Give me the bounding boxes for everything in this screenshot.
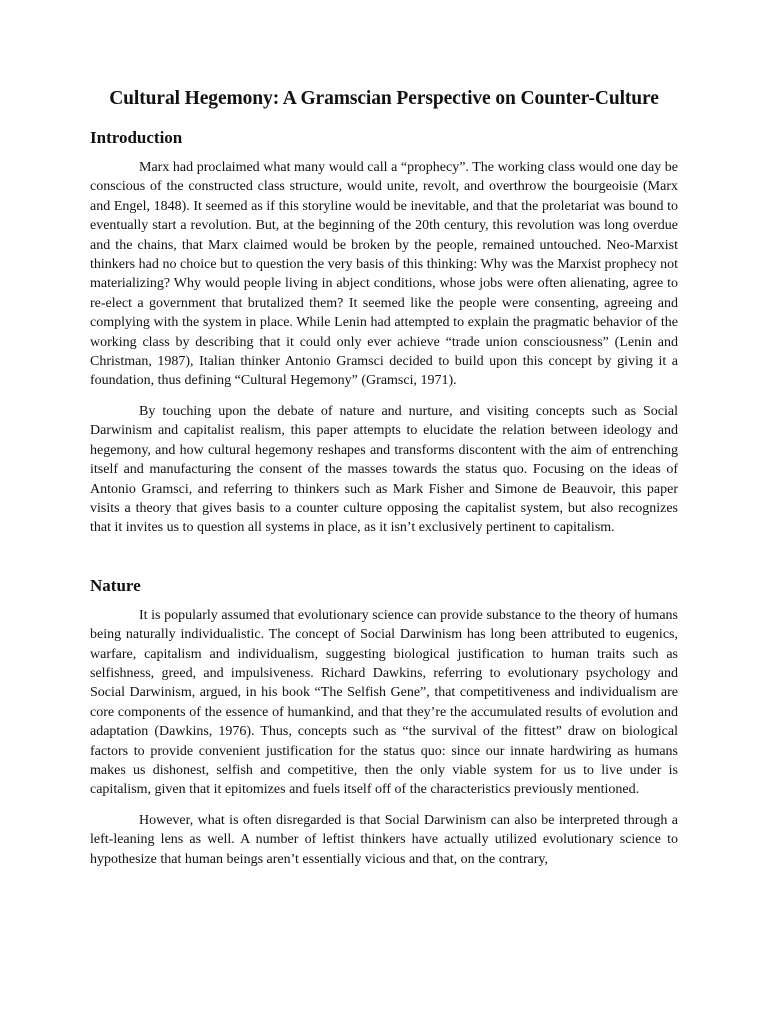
document-page — [90, 88, 678, 880]
document-title: Cultural Hegemony: A Gramscian Perspective on Counter-Culture — [109, 88, 659, 109]
paragraph-introduction-1: Marx had proclaimed what many would call a “prophecy”. The working class would one day be conscious of the constructed class structure, would unite, revolt, and overthrow the bourgeoisie (Marx and Engel, 1848). It seemed as if this storyline would be inevitable, and that the proletariat was bound to eventually start a revolution. But, at the beginning of the 20th century, this revolution was long overdue and the chains, that Marx claimed would be broken by the people, remained untouched. Neo-Marxist thinkers had no choice but to question the very basis of this thinking: Why was the Marxist prophecy not materializing? Why would people living in abject conditions, whose jobs were often alienating, agree to re-elect a government that brutalized them? It seemed like the people were consenting, agreeing and complying with the system in place. While Lenin had attempted to explain the pragmatic behavior of the working class by describing that it could only ever achieve “trade union consciousness” (Lenin and Christman, 1987), Italian thinker Antonio Gramsci decided to build upon this concept by giving it a foundation, thus defining “Cultural Hegemony” (Gramsci, 1971). — [90, 160, 678, 389]
paragraph-introduction-2: By touching upon the debate of nature and nurture, and visiting concepts such as Social Darwinism and capitalist realism, this paper attempts to elucidate the relation between ideology and hegemony, and how cultural hegemony reshapes and transforms discontent with the aim of entrenching itself and manufacturing the consent of the masses towards the status quo. Focusing on the ideas of Antonio Gramsci, and referring to thinkers such as Mark Fisher and Simone de Beauvoir, this paper visits a theory that gives basis to a counter culture opposing the capitalist system, but also recognizes that it invites us to question all systems in place, as it isn’t exclusively pertinent to capitalism. — [90, 403, 678, 536]
paragraph-nature-2: However, what is often disregarded is that Social Darwinism can also be interpreted through a left-leaning lens as well. A number of leftist thinkers have actually utilized evolutionary science to hypothesize that human beings aren’t essentially vicious and that, on the contrary, — [90, 812, 678, 867]
section-nature — [90, 576, 678, 869]
paragraph-nature-1: It is popularly assumed that evolutionary science can provide substance to the theory of humans being naturally individualistic. The concept of Social Darwinism has long been attributed to eugenics, warfare, capitalism and individualism, suggesting biological justification to human traits such as selfishness, greed, and impulsiveness. Richard Dawkins, referring to evolutionary psychology and Social Darwinism, argued, in his book “The Selfish Gene”, that competitiveness and individualism are core components of the essence of humankind, and that they’re the accumulated results of evolution and adaptation (Dawkins, 1976). Thus, concepts such as “the survival of the fittest” draw on biological factors to provide convenient justification for the status quo: since our innate hardwiring as humans makes us dishonest, selfish and competitive, then the only viable system for us to live under is capitalism, given that it epitomizes and fuels itself off of the characteristics previously mentioned. — [90, 607, 678, 798]
section-heading-introduction: Introduction — [90, 128, 183, 147]
section-introduction — [90, 128, 678, 538]
section-heading-nature: Nature — [90, 575, 141, 595]
